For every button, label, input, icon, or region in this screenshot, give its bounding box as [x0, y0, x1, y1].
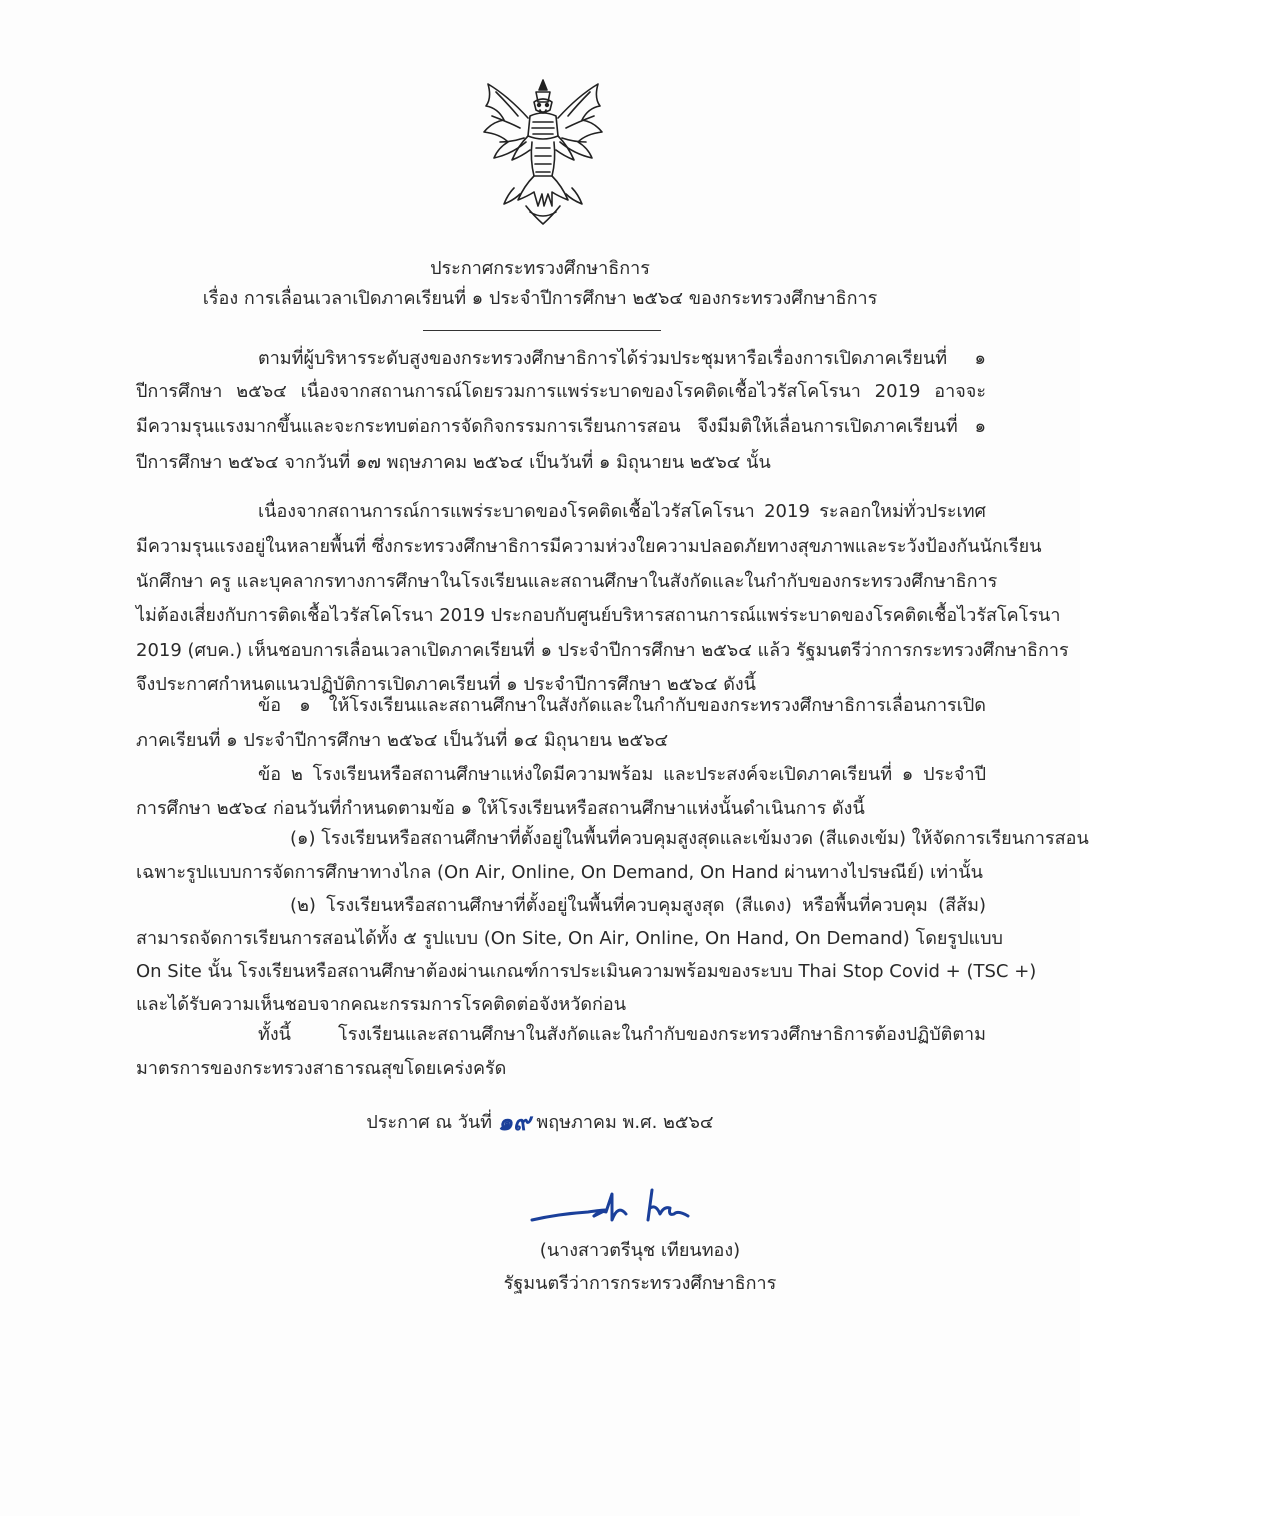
clause-1-line: ข้อ ๑ ให้โรงเรียนและสถานศึกษาในสังกัดและในกำกับของกระทรวงศึกษาธิการเลื่อนการเปิด: [258, 695, 986, 716]
paragraph-2-line: นักศึกษา ครู และบุคลากรทางการศึกษาในโรงเรียนและสถานศึกษาในสังกัดและในกำกับของกระทรวงศึกษาธิการ: [136, 571, 998, 592]
paragraph-1-line: ปีการศึกษา ๒๕๖๔ จากวันที่ ๑๗ พฤษภาคม ๒๕๖๔ เป็นวันที่ ๑ มิถุนายน ๒๕๖๔ นั้น: [136, 452, 771, 473]
paragraph-1-line: มีความรุนแรงมากขึ้นและจะกระทบต่อการจัดกิจกรรมการเรียนการสอน จึงมีมติให้เลื่อนการเปิดภาคเรียนที่ ๑: [136, 416, 986, 437]
announcement-day-handwritten: ๑๙: [497, 1108, 531, 1136]
garuda-emblem-icon: [478, 76, 608, 228]
clause-2-item-1-line: เฉพาะรูปแบบการจัดการศึกษาทางไกล (On Air, Online, On Demand, On Hand ผ่านทางไปรษณีย์) เท่านั้น: [136, 862, 983, 883]
clause-2-item-2-line: สามารถจัดการเรียนการสอนได้ทั้ง ๕ รูปแบบ (On Site, On Air, Online, On Hand, On Demand) โดยรูปแบบ: [136, 928, 1003, 949]
clause-2-item-2-line: On Site นั้น โรงเรียนหรือสถานศึกษาต้องผ่านเกณฑ์การประเมินความพร้อมของระบบ Thai Stop Covid + (TSC +): [136, 961, 1037, 982]
announcement-date-prefix: ประกาศ ณ วันที่: [366, 1112, 493, 1133]
paragraph-2-line: จึงประกาศกำหนดแนวปฏิบัติการเปิดภาคเรียนที่ ๑ ประจำปีการศึกษา ๒๕๖๔ ดังนี้: [136, 674, 756, 695]
clause-2-item-2-line: และได้รับความเห็นชอบจากคณะกรรมการโรคติดต่อจังหวัดก่อน: [136, 994, 627, 1015]
clause-2-line: ข้อ ๒ โรงเรียนหรือสถานศึกษาแห่งใดมีความพร้อม และประสงค์จะเปิดภาคเรียนที่ ๑ ประจำปี: [258, 764, 986, 785]
title-divider: [423, 330, 661, 331]
paragraph-2-line: 2019 (ศบค.) เห็นชอบการเลื่อนเวลาเปิดภาคเรียนที่ ๑ ประจำปีการศึกษา ๒๕๖๔ แล้ว รัฐมนตรีว่าการกระทรวงศึกษาธิการ: [136, 640, 1069, 661]
clause-1-line: ภาคเรียนที่ ๑ ประจำปีการศึกษา ๒๕๖๔ เป็นวันที่ ๑๔ มิถุนายน ๒๕๖๔: [136, 730, 669, 751]
handwritten-signature-icon: [528, 1180, 728, 1240]
paragraph-2-line: มีความรุนแรงอยู่ในหลายพื้นที่ ซึ่งกระทรวงศึกษาธิการมีความห่วงใยความปลอดภัยทางสุขภาพและระวังป้องกันนักเรียน: [136, 536, 1042, 557]
signer-name: (นางสาวตรีนุช เทียนทอง): [539, 1240, 741, 1261]
clause-2-line: การศึกษา ๒๕๖๔ ก่อนวันที่กำหนดตามข้อ ๑ ให้โรงเรียนหรือสถานศึกษาแห่งนั้นดำเนินการ ดังนี้: [136, 798, 865, 819]
paragraph-1-line: ตามที่ผู้บริหารระดับสูงของกระทรวงศึกษาธิการได้ร่วมประชุมหารือเรื่องการเปิดภาคเรียนที่ ๑: [258, 348, 986, 369]
paragraph-3-line: มาตรการของกระทรวงสาธารณสุขโดยเคร่งครัด: [136, 1058, 507, 1079]
document-subject: เรื่อง การเลื่อนเวลาเปิดภาคเรียนที่ ๑ ประจำปีการศึกษา ๒๕๖๔ ของกระทรวงศึกษาธิการ: [202, 288, 878, 309]
signer-position: รัฐมนตรีว่าการกระทรวงศึกษาธิการ: [503, 1273, 777, 1294]
announcement-date-suffix: พฤษภาคม พ.ศ. ๒๕๖๔: [536, 1112, 714, 1133]
announcement-date: [0, 1109, 1080, 1136]
clause-2-item-1-line: (๑) โรงเรียนหรือสถานศึกษาที่ตั้งอยู่ในพื้นที่ควบคุมสูงสุดและเข้มงวด (สีแดงเข้ม) ให้จัดการเรียนการสอน: [290, 828, 1089, 849]
paragraph-2-line: ไม่ต้องเสี่ยงกับการติดเชื้อไวรัสโคโรนา 2019 ประกอบกับศูนย์บริหารสถานการณ์แพร่ระบาดของโรคติดเชื้อไวรัสโคโรนา: [136, 605, 1061, 626]
paragraph-3-line: ทั้งนี้ โรงเรียนและสถานศึกษาในสังกัดและในกำกับของกระทรวงศึกษาธิการต้องปฏิบัติตาม: [258, 1024, 986, 1045]
clause-2-item-2-line: (๒) โรงเรียนหรือสถานศึกษาที่ตั้งอยู่ในพื้นที่ควบคุมสูงสุด (สีแดง) หรือพื้นที่ควบคุม (สีส้ม): [290, 895, 986, 916]
paragraph-1-line: ปีการศึกษา ๒๕๖๔ เนื่องจากสถานการณ์โดยรวมการแพร่ระบาดของโรคติดเชื้อไวรัสโคโรนา 2019 อาจจะ: [136, 381, 986, 402]
document-title: ประกาศกระทรวงศึกษาธิการ: [430, 258, 650, 279]
paragraph-2-line: เนื่องจากสถานการณ์การแพร่ระบาดของโรคติดเชื้อไวรัสโคโรนา 2019 ระลอกใหม่ทั่วประเทศ: [258, 501, 986, 522]
